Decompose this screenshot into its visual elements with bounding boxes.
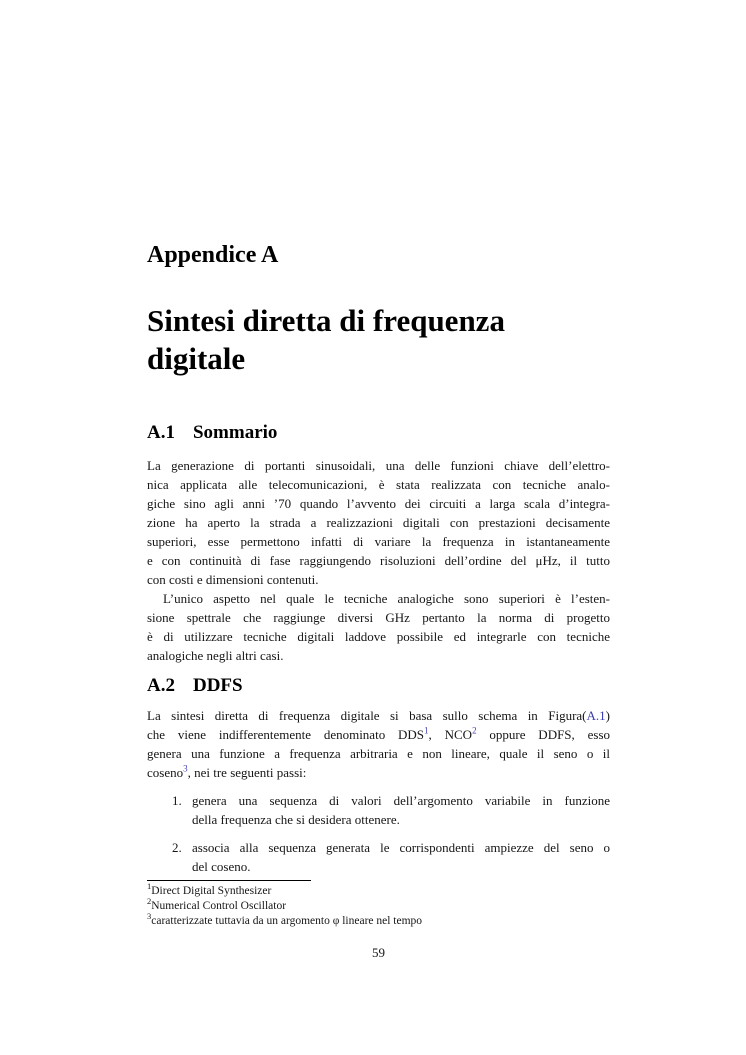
line-text: , nei tre seguenti passi: bbox=[187, 765, 307, 780]
footnote bbox=[147, 896, 610, 914]
list-item bbox=[147, 791, 610, 829]
section-number: A.1 bbox=[147, 422, 175, 443]
footnote bbox=[147, 881, 610, 899]
section-heading-a2 bbox=[147, 675, 610, 697]
figure-ref-link[interactable]: A.1 bbox=[586, 708, 606, 723]
appendix-label: Appendice A bbox=[147, 242, 279, 268]
footnote-mark: 3 bbox=[147, 911, 152, 922]
text-line: La generazione di portanti sinusoidali, una delle funzioni chiave dell’elettro- bbox=[147, 458, 610, 473]
text-line: del coseno. bbox=[192, 859, 251, 874]
page-content bbox=[147, 0, 610, 961]
list-marker: 1. bbox=[172, 793, 182, 808]
text-line: giche sino agli anni ’70 quando l’avvento dei circuiti a larga scala d’integra- bbox=[147, 496, 610, 511]
section-title: DDFS bbox=[192, 675, 243, 696]
list-item-text bbox=[192, 791, 610, 829]
text-line bbox=[147, 706, 610, 725]
list-item bbox=[147, 838, 610, 876]
list-marker: 2. bbox=[172, 840, 182, 855]
footnote-ref-3[interactable]: 3 bbox=[183, 763, 188, 774]
chapter-title bbox=[147, 302, 610, 378]
chapter-title-line1: Sintesi diretta di frequenza bbox=[147, 303, 505, 338]
footnote-ref-1[interactable]: 1 bbox=[424, 725, 429, 736]
paragraph-sommario-1 bbox=[147, 456, 610, 589]
footnote-rule bbox=[147, 880, 311, 881]
footnote-mark: 2 bbox=[147, 896, 152, 907]
line-text: , NCO bbox=[428, 727, 473, 742]
section-heading-a1 bbox=[147, 422, 610, 444]
page-number: 59 bbox=[372, 945, 385, 960]
text-line: genera una sequenza di valori dell’argomento variabile in funzione bbox=[192, 793, 610, 808]
text-line: associa alla sequenza generata le corrispondenti ampiezze del seno o bbox=[192, 840, 610, 855]
footnote-mark: 1 bbox=[147, 881, 152, 892]
text-line: genera una funzione a frequenza arbitraria e non lineare, quale il seno o il bbox=[147, 746, 610, 761]
text-line: nica applicata alle telecomunicazioni, è stata realizzata con tecniche analo- bbox=[147, 477, 610, 492]
chapter-title-line2: digitale bbox=[147, 341, 246, 376]
line-text: che viene indifferentemente denominato DDS bbox=[147, 727, 425, 742]
text-line bbox=[147, 763, 610, 782]
line-text: La sintesi diretta di frequenza digitale si basa sullo schema in Figura( bbox=[147, 708, 587, 723]
text-line: e con continuità di fase raggiungendo risoluzioni dell’ordine del μHz, il tutto bbox=[147, 553, 610, 568]
text-line: con costi e dimensioni contenuti. bbox=[147, 572, 319, 587]
section-number: A.2 bbox=[147, 675, 175, 696]
footnote bbox=[147, 911, 610, 929]
ordered-list bbox=[147, 791, 610, 876]
section-title: Sommario bbox=[192, 422, 278, 443]
text-line: superiori, esse permettono infatti di variare la frequenza in istantaneamente bbox=[147, 534, 610, 549]
text-line: analogiche negli altri casi. bbox=[147, 648, 284, 663]
footnote-ref-2[interactable]: 2 bbox=[472, 725, 477, 736]
text-line: della frequenza che si desidera ottenere. bbox=[192, 812, 400, 827]
text-line: sione spettrale che raggiunge diversi GHz pertanto la norma di progetto bbox=[147, 610, 610, 625]
line-text: coseno bbox=[147, 765, 184, 780]
list-item-text bbox=[192, 838, 610, 876]
paragraph-ddfs bbox=[147, 706, 610, 782]
footnote-text: Direct Digital Synthesizer bbox=[151, 885, 272, 897]
text-line bbox=[147, 725, 610, 744]
footnote-text: caratterizzate tuttavia da un argomento φ lineare nel tempo bbox=[151, 915, 423, 927]
text-line: L’unico aspetto nel quale le tecniche analogiche sono superiori è l’esten- bbox=[163, 591, 610, 606]
footnotes bbox=[147, 881, 610, 929]
text-line: zione ha aperto la strada a realizzazioni digitali con prestazioni decisamente bbox=[147, 515, 610, 530]
paragraph-sommario-2 bbox=[147, 589, 610, 665]
text-line: è di utilizzare tecniche digitali laddove possibile ed integrarle con tecniche bbox=[147, 629, 610, 644]
footnote-text: Numerical Control Oscillator bbox=[151, 900, 287, 912]
line-text: oppure DDFS, esso bbox=[476, 727, 610, 742]
line-text: ) bbox=[605, 708, 610, 723]
